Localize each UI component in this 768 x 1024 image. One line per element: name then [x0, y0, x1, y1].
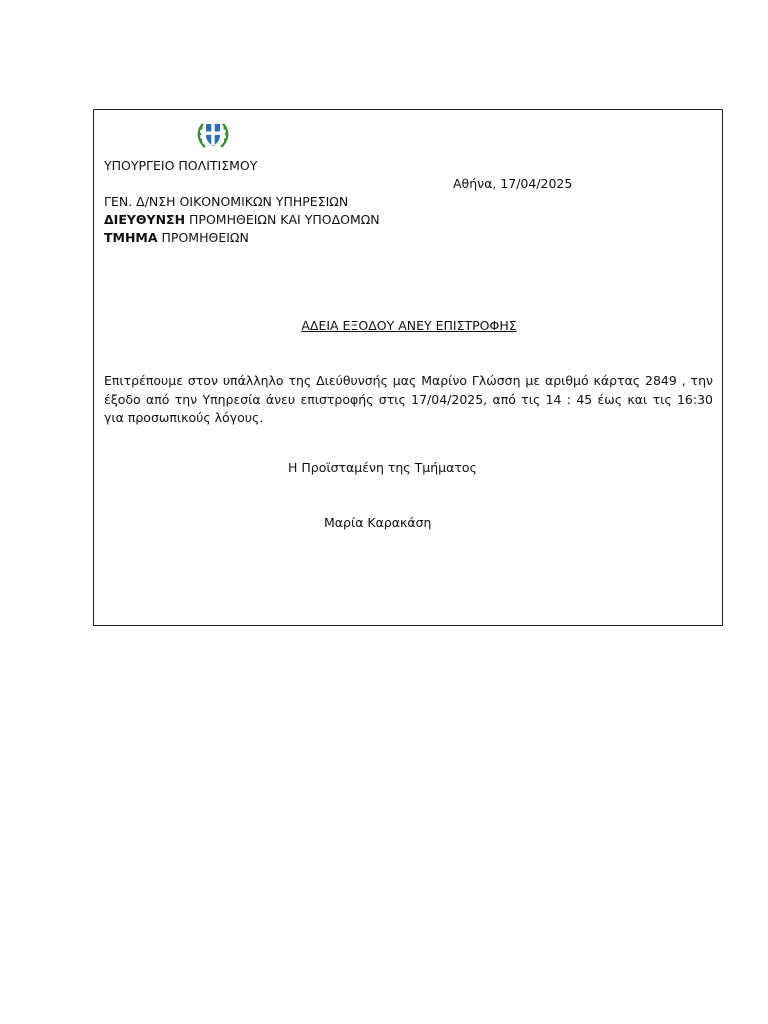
- general-directorate: ΓΕΝ. Δ/ΝΣΗ ΟΙΚΟΝΟΜΙΚΩΝ ΥΠΗΡΕΣΙΩΝ: [104, 194, 349, 209]
- directorate-label: ΔΙΕΥΘΥΝΣΗ: [104, 212, 186, 227]
- ministry-name: ΥΠΟΥΡΓΕΙΟ ΠΟΛΙΤΙΣΜΟΥ: [104, 158, 258, 173]
- body-paragraph: Επιτρέπουμε στον υπάλληλο της Διεύθυνσής μας Μαρίνο Γλώσση με αριθμό κάρτας 2849 , την έξοδο από την Υπηρεσία άνευ επιστροφής στις 17/04/2025, από τις 14 : 45 έως και τις 16:30 για προσωπικούς λόγους.: [104, 373, 713, 425]
- signer-title: Η Προϊσταμένη της Τμήματος: [288, 460, 477, 475]
- department-name: ΠΡΟΜΗΘΕΙΩΝ: [157, 230, 249, 245]
- department: [104, 230, 249, 246]
- directorate: [104, 212, 380, 228]
- directorate-name: ΠΡΟΜΗΘΕΙΩΝ ΚΑΙ ΥΠΟΔΟΜΩΝ: [185, 212, 380, 227]
- department-label: ΤΜΗΜΑ: [104, 230, 158, 245]
- document-frame: [93, 109, 723, 626]
- signer-name: Μαρία Καρακάση: [324, 515, 432, 530]
- greek-emblem-icon: [195, 116, 231, 152]
- document-title: ΑΔΕΙΑ ΕΞΟΔΟΥ ΑΝΕΥ ΕΠΙΣΤΡΟΦΗΣ: [301, 318, 517, 333]
- document-date: Αθήνα, 17/04/2025: [453, 176, 573, 191]
